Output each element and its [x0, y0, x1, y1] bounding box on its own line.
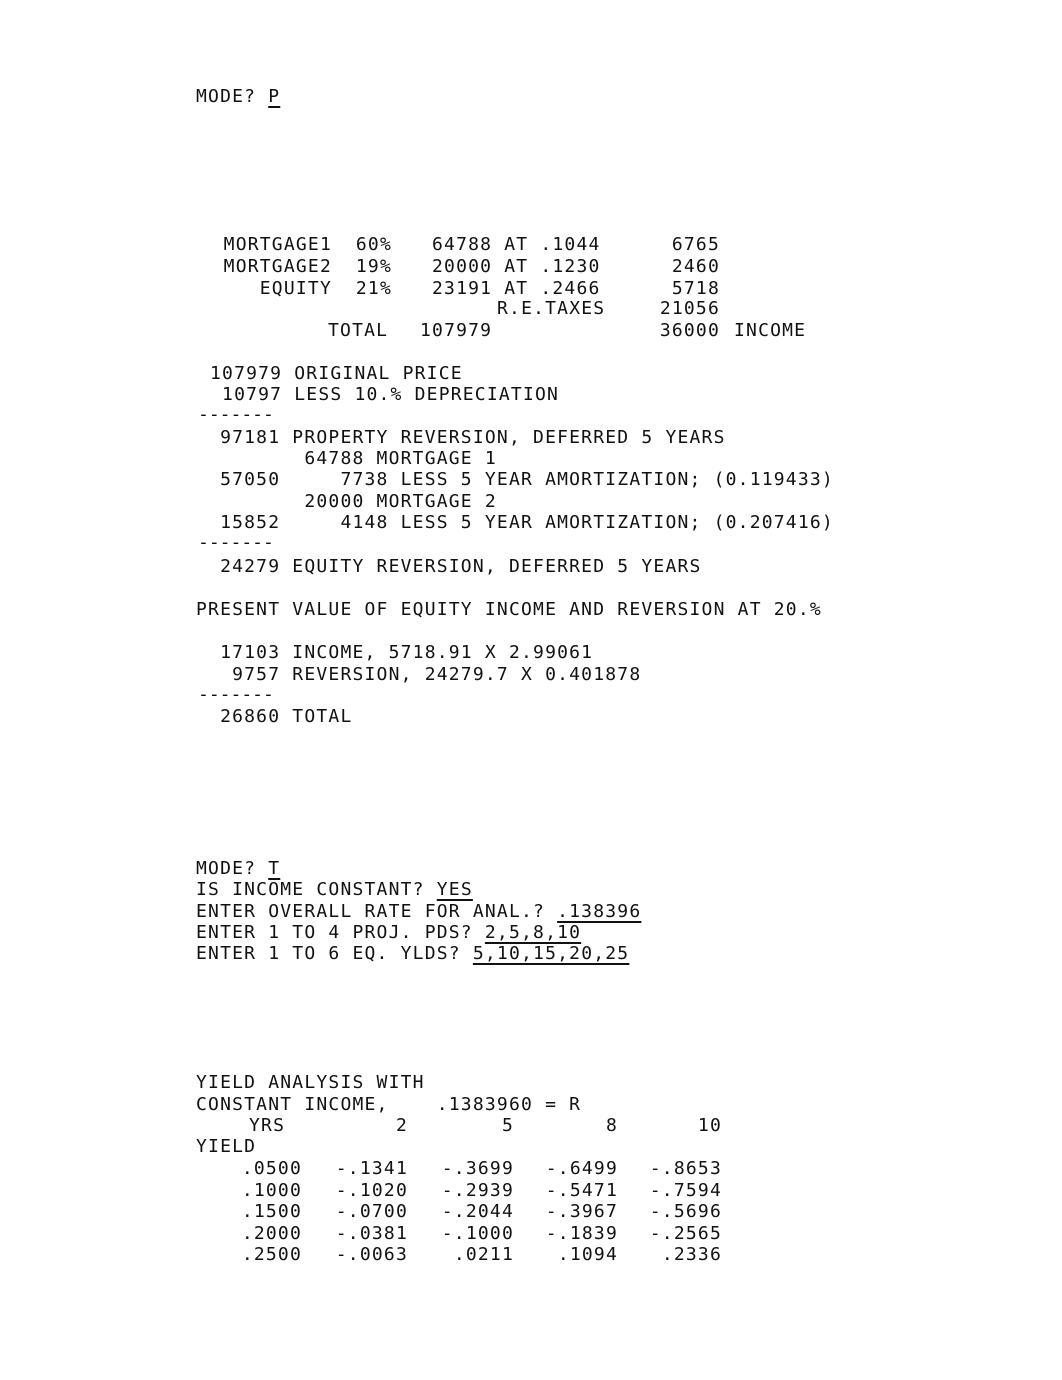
mortgage-row-amount: 64788 AT .1044: [432, 234, 601, 255]
mortgage-row-amount: 23191 AT .2466: [432, 278, 601, 299]
column-header: 5: [501, 1115, 514, 1136]
mode-answer-1: P: [268, 86, 281, 107]
mortgage-row-label: MORTGAGE1: [223, 234, 332, 255]
yield-subtitle: CONSTANT INCOME, .1383960 = R: [196, 1094, 582, 1115]
mortgage-row-pct: 60%: [355, 234, 392, 255]
proj-pds-prompt: ENTER 1 TO 4 PROJ. PDS? 2,5,8,10: [196, 922, 582, 943]
yrs-label: YRS: [249, 1115, 286, 1136]
yield-cell: .1094: [557, 1244, 618, 1265]
yield-row-rate: .1500: [241, 1201, 302, 1222]
original-price-line: 107979 ORIGINAL PRICE: [210, 363, 463, 384]
yield-cell: -.8653: [649, 1158, 722, 1179]
separator: -------: [198, 684, 274, 705]
column-header: 2: [395, 1115, 408, 1136]
yield-cell: -.6499: [545, 1158, 618, 1179]
yield-cell: -.1020: [335, 1179, 408, 1201]
taxes-value: 21056: [659, 298, 720, 319]
yield-cell: -.7594: [649, 1179, 722, 1201]
yield-cell: .2336: [661, 1244, 722, 1265]
yield-cell: -.2939: [441, 1179, 514, 1201]
pv-income-line: 17103 INCOME, 5718.91 X 2.99061: [196, 642, 594, 663]
yield-cell: -.5696: [649, 1201, 722, 1222]
yield-cell: .0211: [453, 1244, 514, 1265]
separator: -------: [198, 404, 274, 425]
mortgage-row-payment: 6765: [671, 234, 720, 255]
income-label: INCOME: [734, 320, 807, 341]
eq-ylds-prompt: ENTER 1 TO 6 EQ. YLDS? 5,10,15,20,25: [196, 943, 630, 964]
income-constant-prompt: IS INCOME CONSTANT? YES: [196, 879, 473, 900]
eq-ylds-answer: 5,10,15,20,25: [472, 943, 630, 964]
mortgage-row-label: EQUITY: [259, 278, 332, 299]
yield-row-rate: .2500: [241, 1244, 302, 1265]
yield-cell: -.1839: [545, 1222, 618, 1244]
mortgage2-line: 20000 MORTGAGE 2: [196, 491, 497, 512]
mortgage-row-pct: 19%: [355, 256, 392, 277]
income-value: 36000: [659, 320, 720, 341]
yield-cell: -.1000: [441, 1222, 514, 1244]
pv-reversion-line: 9757 REVERSION, 24279.7 X 0.401878: [196, 664, 642, 685]
yield-title: YIELD ANALYSIS WITH: [196, 1072, 425, 1093]
yield-cell: -.2565: [649, 1222, 722, 1244]
column-header: 10: [697, 1115, 722, 1136]
yield-cell: -.3967: [545, 1201, 618, 1222]
taxes-label: R.E.TAXES: [497, 298, 606, 319]
yield-row-rate: .1000: [241, 1179, 302, 1201]
total-value: 107979: [420, 320, 493, 341]
mode-prompt-2: MODE? T: [196, 858, 281, 879]
yield-cell: -.2044: [441, 1201, 514, 1222]
property-reversion-line: 97181 PROPERTY REVERSION, DEFERRED 5 YEARS: [196, 427, 726, 448]
yield-cell: -.0700: [335, 1201, 408, 1222]
mortgage1-line: 64788 MORTGAGE 1: [196, 448, 497, 469]
mortgage-row-label: MORTGAGE2: [223, 256, 332, 277]
yield-cell: -.1341: [335, 1158, 408, 1179]
overall-rate-prompt: ENTER OVERALL RATE FOR ANAL.? .138396: [196, 901, 642, 922]
separator: -------: [198, 532, 274, 553]
pv-total-line: 26860 TOTAL: [196, 706, 353, 727]
mode-prompt-1: MODE? P: [196, 86, 281, 107]
yield-label: YIELD: [196, 1136, 257, 1157]
column-header: 8: [605, 1115, 618, 1136]
mortgage-row-pct: 21%: [355, 278, 392, 299]
yield-cell: -.5471: [545, 1179, 618, 1201]
yield-cell: -.3699: [441, 1158, 514, 1179]
present-value-heading: PRESENT VALUE OF EQUITY INCOME AND REVERSION AT 20.%: [196, 599, 822, 620]
mortgage-row-payment: 5718: [671, 278, 720, 299]
proj-pds-answer: 2,5,8,10: [484, 922, 582, 943]
mortgage1-amortization-line: 57050 7738 LESS 5 YEAR AMORTIZATION; (0.119433): [196, 469, 834, 490]
yield-row-rate: .0500: [241, 1158, 302, 1179]
total-label: TOTAL: [328, 320, 389, 341]
depreciation-line: 10797 LESS 10.% DEPRECIATION: [210, 384, 560, 405]
yield-cell: -.0381: [335, 1222, 408, 1244]
yield-cell: -.0063: [335, 1244, 408, 1265]
mortgage2-amortization-line: 15852 4148 LESS 5 YEAR AMORTIZATION; (0.207416): [196, 512, 834, 533]
mortgage-row-amount: 20000 AT .1230: [432, 256, 601, 277]
mortgage-row-payment: 2460: [671, 256, 720, 277]
equity-reversion-line: 24279 EQUITY REVERSION, DEFERRED 5 YEARS: [196, 556, 702, 577]
mode-answer-2: T: [268, 858, 281, 879]
yield-row-rate: .2000: [241, 1222, 302, 1244]
income-constant-answer: YES: [436, 879, 473, 900]
overall-rate-answer: .138396: [557, 901, 642, 922]
